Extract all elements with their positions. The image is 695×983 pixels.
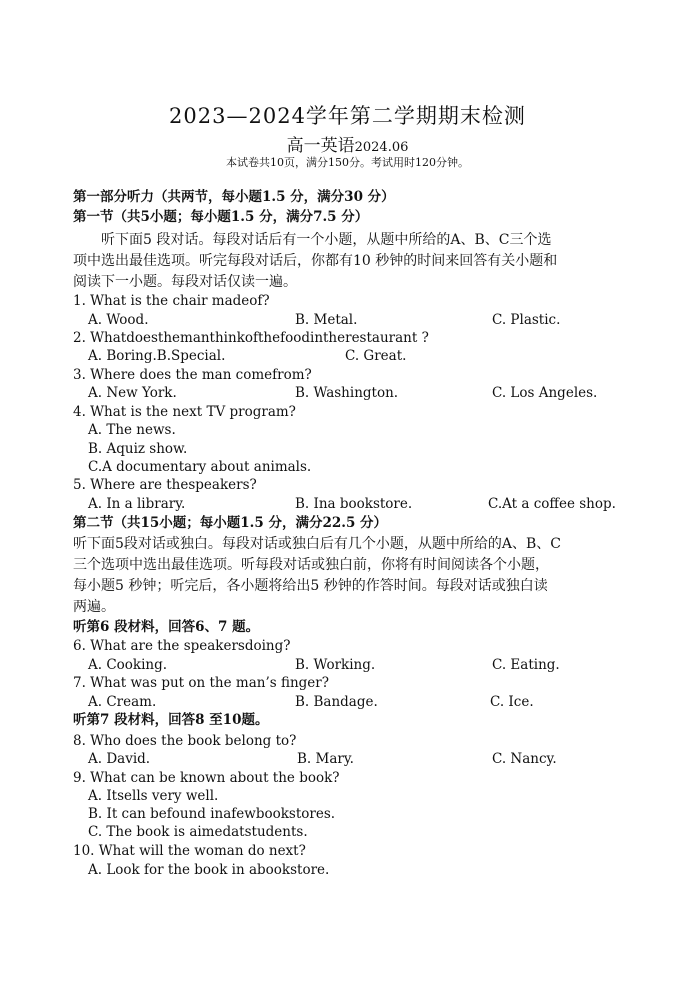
q10-option-a: A. Look for the book in abookstore. [88,862,330,878]
q2-options-ab: A. Boring.B.Special. [88,348,226,364]
question-1: 1. What is the chair madeof? [73,293,270,309]
q1-option-c: C. Plastic. [492,312,561,328]
subject-label: 高一英语 [286,136,355,156]
q4-option-a: A. The news. [88,422,176,438]
q9-option-a: A. Itsells very well. [88,788,219,804]
question-4: 4. What is the next TV program? [73,404,296,420]
q6-option-a: A. Cooking. [88,657,168,673]
q1-option-a: A. Wood. [88,312,149,328]
exam-subtitle [0,131,695,156]
q8-option-c: C. Nancy. [492,751,557,767]
section1-instruction-line-1: 听下面5 段对话。每段对话后有一个小题，从题中所给的A、B、C三个选 [101,232,552,248]
q5-option-a: A. In a library. [88,496,186,512]
q9-option-c: C. The book is aimedatstudents. [88,824,308,840]
q8-option-a: A. David. [88,751,151,767]
section1-instruction-line-2: 项中选出最佳选项。听完每段对话后，你都有10 秒钟的时间来回答有关小题和 [73,253,558,269]
part1-heading: 第一部分听力（共两节，每小题1.5 分，满分30 分） [73,189,395,205]
q8-option-b: B. Mary. [297,751,354,767]
question-2: 2. Whatdoesthemanthinkofthefoodintherestaurant ? [73,330,429,346]
q6-option-c: C. Eating. [492,657,560,673]
q5-option-c: C.At a coffee shop. [488,496,616,512]
q1-option-b: B. Metal. [295,312,358,328]
group6-label: 听第6 段材料，回答6、7 题。 [73,619,260,635]
section2-instruction-line-4: 两遍。 [73,599,115,615]
question-6: 6. What are the speakersdoing? [73,638,291,654]
q7-option-b: B. Bandage. [295,694,378,710]
section1-instruction-line-3: 阅读下一小题。每段对话仅读一遍。 [73,274,297,290]
exam-date: 2024.06 [354,140,409,155]
section1-heading: 第一节（共5小题；每小题1.5 分，满分7.5 分） [73,209,369,225]
q6-option-b: B. Working. [295,657,376,673]
section2-instruction-line-3: 每小题5 秒钟；听完后，各小题将给出5 秒钟的作答时间。每段对话或独白读 [73,578,548,594]
question-5: 5. Where are thespeakers? [73,477,257,493]
q9-option-b: B. It can befound inafewbookstores. [88,806,336,822]
question-7: 7. What was put on the man’s finger? [73,675,329,691]
question-10: 10. What will the woman do next? [73,843,306,859]
question-9: 9. What can be known about the book? [73,770,340,786]
q4-option-c: C.A documentary about animals. [88,459,312,475]
q7-option-a: A. Cream. [88,694,157,710]
question-8: 8. Who does the book belong to? [73,733,297,749]
exam-note: 本试卷共10页，满分150分。考试用时120分钟。 [226,156,469,169]
q3-option-a: A. New York. [88,385,177,401]
q7-option-c: C. Ice. [490,694,534,710]
q3-option-b: B. Washington. [295,385,399,401]
section2-heading: 第二节（共15小题；每小题1.5 分，满分22.5 分） [73,515,388,531]
q3-option-c: C. Los Angeles. [492,385,598,401]
exam-title: 2023—2024学年第二学期期末检测 [169,104,526,128]
group7-label: 听第7 段材料，回答8 至10题。 [73,712,269,728]
q4-option-b: B. Aquiz show. [88,441,188,457]
section2-instruction-line-2: 三个选项中选出最佳选项。听每段对话或独白前，你将有时间阅读各个小题， [73,557,549,573]
section2-instruction-line-1: 听下面5段对话或独白。每段对话或独白后有几个小题，从题中所给的A、B、C [73,536,562,552]
q5-option-b: B. Ina bookstore. [295,496,413,512]
question-3: 3. Where does the man comefrom? [73,367,312,383]
q2-option-c: C. Great. [345,348,407,364]
